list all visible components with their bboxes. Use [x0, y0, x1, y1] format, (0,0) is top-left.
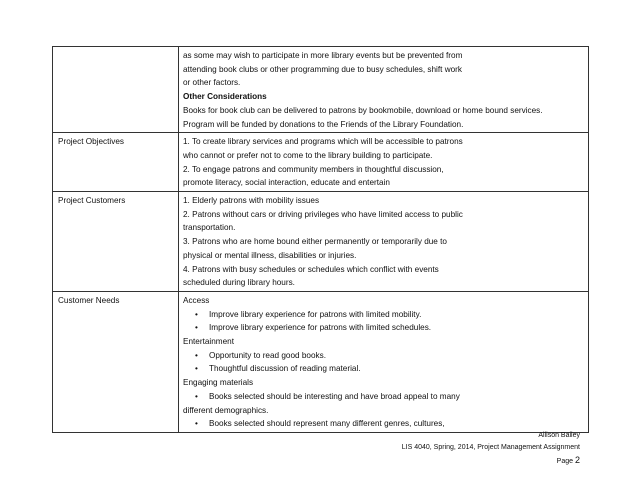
text-line: 4. Patrons with busy schedules or schedules which conflict with events	[183, 264, 439, 274]
bullet-text: Books selected should be interesting and have broad appeal to many	[209, 391, 460, 401]
bullet-item	[183, 321, 584, 335]
bullet-icon: •	[195, 419, 198, 429]
table-row	[53, 133, 589, 192]
text-line: physical or mental illness, disabilities or injuries.	[183, 250, 357, 260]
table-row	[53, 47, 589, 133]
text-line: Access	[183, 295, 210, 305]
text-line: 1. Elderly patrons with mobility issues	[183, 196, 320, 206]
text-line: attending book clubs or other programming due to busy schedules, shift work	[183, 64, 462, 74]
bullet-item	[183, 349, 584, 363]
text-line: 2. To engage patrons and community members in thoughtful discussion,	[183, 164, 444, 174]
page-footer	[402, 430, 580, 468]
row-label-cell: Project Customers	[53, 192, 179, 292]
text-line: or other factors.	[183, 78, 241, 88]
row-content-cell	[179, 133, 589, 192]
text-line: promote literacy, social interaction, educate and entertain	[183, 178, 390, 188]
bullet-icon: •	[195, 350, 198, 360]
text-line: scheduled during library hours.	[183, 278, 295, 288]
row-content-cell	[179, 192, 589, 292]
footer-page	[402, 454, 580, 468]
bullet-icon: •	[195, 323, 198, 333]
row-label-cell: Customer Needs	[53, 291, 179, 432]
bullet-text: Thoughtful discussion of reading material.	[209, 364, 361, 374]
bullet-item	[183, 362, 584, 376]
text-line: different demographics.	[183, 405, 269, 415]
row-label-cell	[53, 47, 179, 133]
bullet-text: Improve library experience for patrons with limited mobility.	[209, 309, 422, 319]
table-row	[53, 291, 589, 432]
text-line: transportation.	[183, 223, 236, 233]
bullet-item	[183, 417, 584, 431]
footer-page-number: 2	[574, 455, 580, 465]
row-content-cell	[179, 47, 589, 133]
bullet-text: Opportunity to read good books.	[209, 350, 326, 360]
footer-course: LIS 4040, Spring, 2014, Project Management Assignment	[401, 444, 580, 451]
row-content-cell	[179, 291, 589, 432]
text-line: Program will be funded by donations to the Friends of the Library Foundation.	[183, 119, 464, 129]
text-line: Books for book club can be delivered to patrons by bookmobile, download or home bound services.	[183, 105, 543, 115]
bullet-icon: •	[195, 309, 198, 319]
bullet-text: Books selected should represent many different genres, cultures,	[209, 419, 445, 429]
bullet-item	[183, 390, 584, 404]
text-line: 1. To create library services and programs which will be accessible to patrons	[183, 137, 463, 147]
text-line: Entertainment	[183, 337, 234, 347]
footer-author: Allison Bailey	[538, 432, 580, 439]
text-line: 2. Patrons without cars or driving privileges who have limited access to public	[183, 209, 463, 219]
bullet-item	[183, 308, 584, 322]
table-row	[53, 192, 589, 292]
project-table	[52, 46, 589, 433]
bullet-icon: •	[195, 391, 198, 401]
project-table-body	[53, 47, 589, 433]
section-heading: Other Considerations	[183, 92, 267, 102]
row-label-cell: Project Objectives	[53, 133, 179, 192]
footer-page-label: Page	[556, 458, 574, 465]
bullet-text: Improve library experience for patrons with limited schedules.	[209, 323, 432, 333]
text-line: as some may wish to participate in more library events but be prevented from	[183, 51, 463, 60]
text-line: 3. Patrons who are home bound either permanently or temporarily due to	[183, 237, 447, 247]
bullet-icon: •	[195, 364, 198, 374]
text-line: who cannot or prefer not to come to the library building to participate.	[183, 150, 433, 160]
text-line: Engaging materials	[183, 378, 254, 388]
